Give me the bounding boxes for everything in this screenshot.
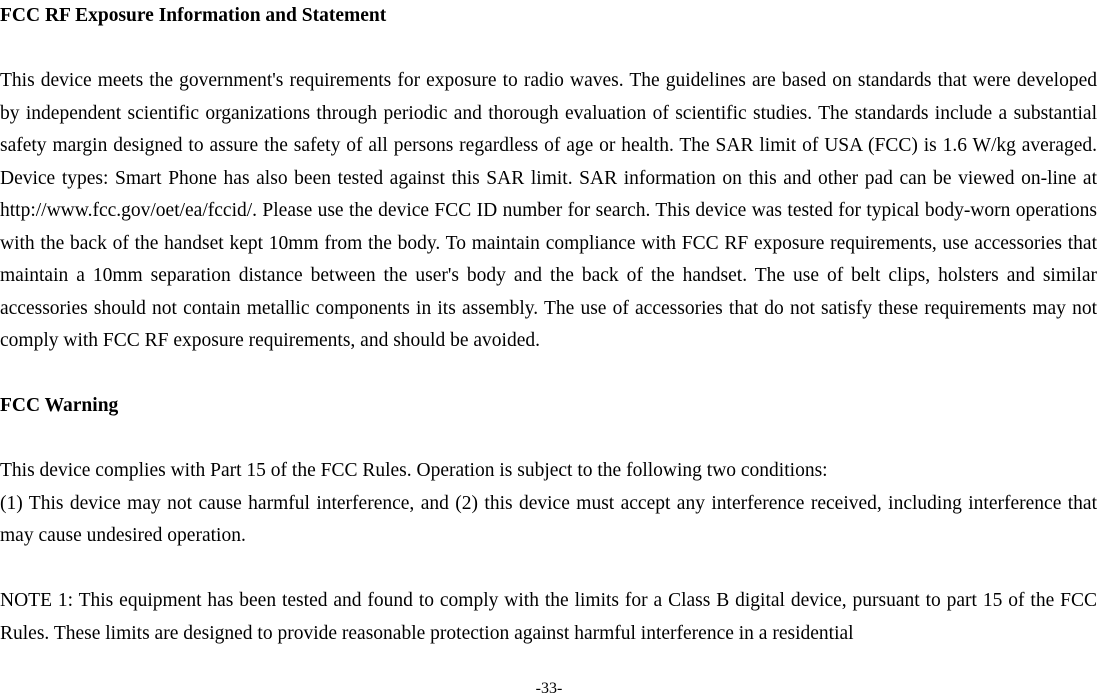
fcc-warning-intro: This device complies with Part 15 of the FCC Rules. Operation is subject to the following two conditions: xyxy=(0,460,828,481)
spacer xyxy=(0,33,1097,66)
rf-exposure-paragraph: This device meets the government's requirements for exposure to radio waves. The guidelines are based on standards that were developed by independent scientific organizations through periodic and thorough evaluation of scientific studies. The standards include a substantial safety margin designed to assure the safety of all persons regardless of age or health. The SAR limit of USA (FCC) is 1.6 W/kg averaged. Device types: Smart Phone has also been tested against this SAR limit. SAR information on this and other pad can be viewed on‑line at http://www.fcc.gov/oet/ea/fccid/. Please use the device FCC ID number for search. This device was tested for typical body-worn operations with the back of the handset kept 10mm from the body. To maintain compliance with FCC RF exposure requirements, use accessories that maintain a 10mm separation distance between the user's body and the back of the handset. The use of belt clips, holsters and similar accessories should not contain metallic components in its assembly. The use of accessories that do not satisfy these requirements may not comply with FCC RF exposure requirements, and should be avoided. xyxy=(0,70,1097,351)
page-number: -33- xyxy=(535,680,563,697)
rf-exposure-heading: FCC RF Exposure Information and Statement xyxy=(0,5,387,26)
note-1-paragraph: NOTE 1: This equipment has been tested and found to comply with the limits for a Class B digital device, pursuant to part 15 of the FCC Rules. These limits are designed to provide reasonable protection against harmful interference in a residential xyxy=(0,590,1097,644)
spacer xyxy=(0,358,1097,391)
spacer xyxy=(0,423,1097,456)
fcc-warning-conditions: (1) This device may not cause harmful interference, and (2) this device must accept any interference received, including interference that may cause undesired operation. xyxy=(0,492,1097,546)
spacer xyxy=(0,553,1097,586)
fcc-warning-heading: FCC Warning xyxy=(0,395,119,416)
